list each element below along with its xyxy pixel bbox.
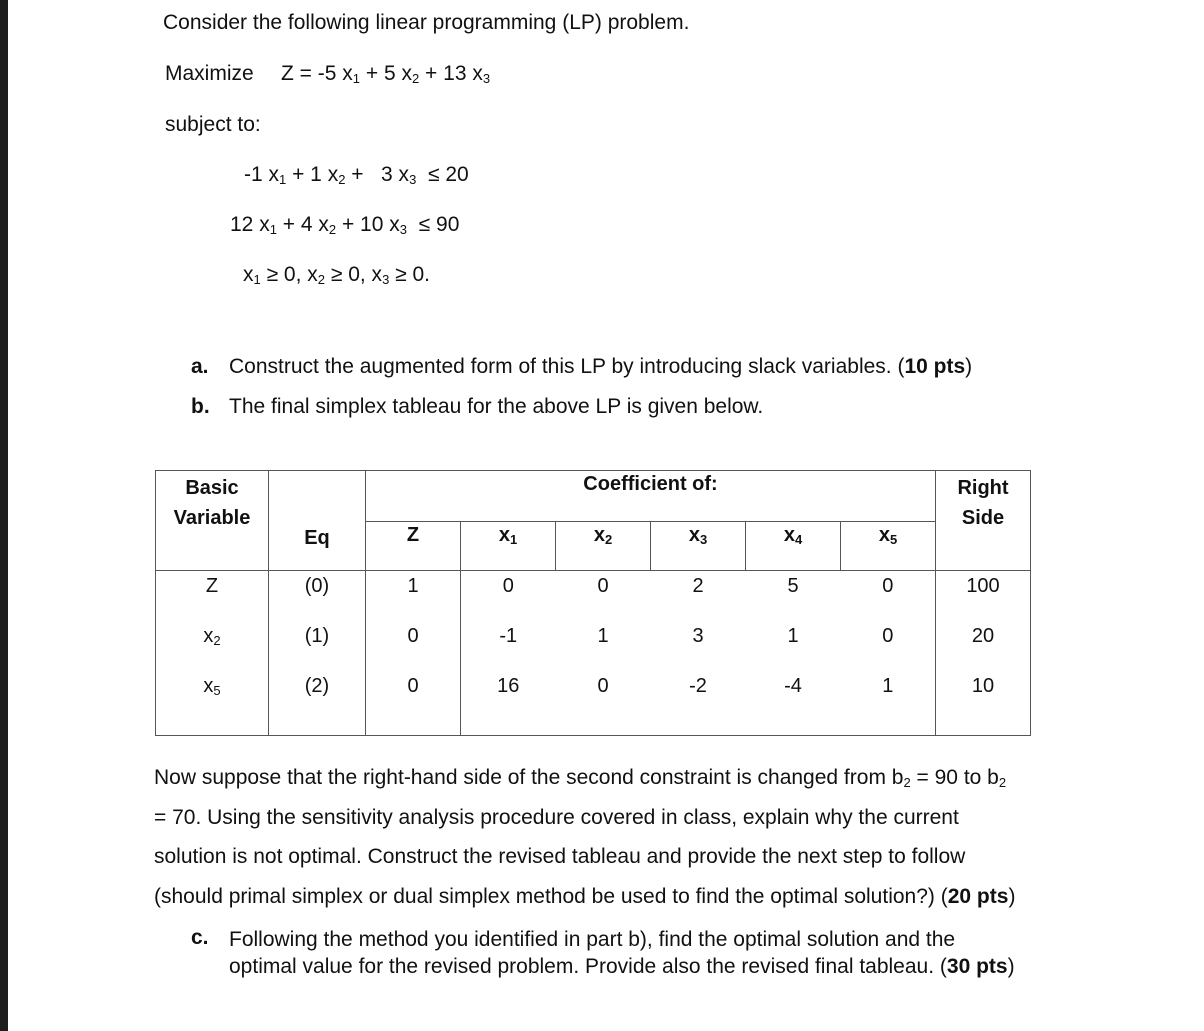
value-cell: -4: [746, 671, 841, 736]
intro-text: Consider the following linear programming (LP) problem.: [163, 11, 690, 34]
basic-variable-cell: $x_2$: [156, 621, 269, 671]
eq-cell: (2): [269, 671, 366, 736]
part-b-followup-line: solution is not optimal. Construct the revised tableau and provide the next step to follow: [154, 845, 966, 868]
eq-cell: (0): [269, 571, 366, 621]
part-c-text: [229, 926, 1015, 980]
right-side-header: Right Side: [936, 471, 1031, 571]
right-side-cell: 20: [936, 621, 1031, 671]
basic-variable-cell: Z: [156, 571, 269, 621]
subject-to-label: subject to:: [165, 113, 261, 136]
value-cell: 0: [556, 671, 651, 736]
value-cell: 0: [366, 671, 461, 736]
basic-variable-cell: $x_5$: [156, 671, 269, 736]
objective-label: Maximize: [165, 62, 254, 85]
column-header: Z: [366, 522, 461, 571]
table-row: [156, 671, 1031, 736]
value-cell: 0: [841, 621, 936, 671]
nonnegativity: $x_1 \ge 0$, $x_2 \ge 0$, $x_3 \ge 0$.: [243, 263, 431, 287]
part-c-letter: c.: [191, 926, 209, 949]
value-cell: 3: [692, 624, 704, 647]
objective-expression: Z = -5 $x_1 + 5$ $x_2 + 13$ $x_3$: [281, 62, 491, 86]
value-cell: 0: [461, 571, 556, 621]
column-header: $x_5$: [841, 522, 936, 571]
right-side-cell: 10: [936, 671, 1031, 736]
eq-header: Eq: [269, 471, 366, 571]
value-cell: -1: [461, 621, 556, 671]
value-cell: 5: [746, 571, 841, 621]
table-row: [156, 621, 1031, 671]
basic-variable-header: Basic Variable: [156, 471, 269, 571]
value-cell: 2: [651, 571, 746, 621]
column-header: $x_3$: [651, 522, 746, 571]
table-row: [156, 571, 1031, 621]
constraint-1: -1 $x_1 + 1$ $x_2 + 3$ $x_3 \le 20$: [244, 163, 469, 187]
part-c-line: Following the method you identified in part b), find the optimal solution and the: [229, 928, 956, 951]
right-side-cell: 100: [936, 571, 1031, 621]
part-a-text: Construct the augmented form of this LP by introducing slack variables. (10 pts): [229, 355, 973, 378]
value-cell: 1: [787, 624, 799, 647]
column-header: $x_1$: [461, 522, 556, 571]
constraint-2: 12 $x_1 + 4$ $x_2 + 10$ $x_3 \le 90$: [230, 213, 460, 237]
part-b-followup-line: (should primal simplex or dual simplex method be used to find the optimal solution?) (20 pts): [154, 884, 1016, 908]
eq-cell: (1): [269, 621, 366, 671]
window-edge: [0, 0, 8, 1031]
column-header: $x_4$: [746, 522, 841, 571]
value-cell: 1: [597, 624, 609, 647]
value-cell: 0: [556, 571, 651, 621]
simplex-tableau: [155, 470, 1031, 736]
value-cell: 0: [841, 571, 936, 621]
value-cell: 16: [461, 671, 556, 736]
part-c-line: optimal value for the revised problem. Provide also the revised final tableau. (30 pts): [229, 955, 1015, 978]
value-cell: -2: [651, 671, 746, 736]
value-cell: 1: [366, 571, 461, 621]
part-a-letter: a.: [191, 355, 209, 378]
part-b-followup-line: Now suppose that the right-hand side of the second constraint is changed from $b_2 = 90$ to $b_2$: [154, 766, 1007, 790]
column-header: $x_2$: [556, 522, 651, 571]
value-cell: 0: [366, 621, 461, 671]
part-b-text: The final simplex tableau for the above LP is given below.: [229, 395, 764, 418]
value-cell: 1: [841, 671, 936, 736]
part-b-followup-line: = 70. Using the sensitivity analysis procedure covered in class, explain why the current: [154, 805, 959, 829]
part-b-letter: b.: [191, 395, 210, 418]
coefficient-header: Coefficient of:: [366, 471, 936, 522]
